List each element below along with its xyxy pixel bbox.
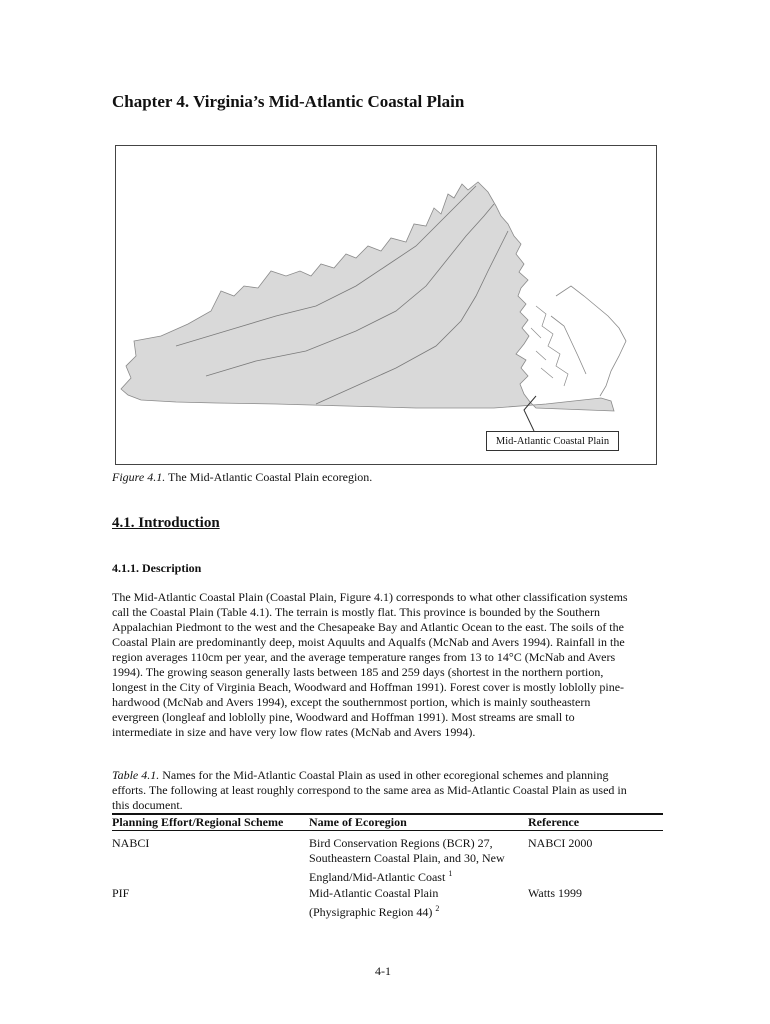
subsection-heading: 4.1.1. Description [112, 561, 202, 575]
figure-caption [112, 470, 372, 485]
delmarva-peninsula-shape [551, 286, 626, 396]
paragraph-line: longest in the City of Virginia Beach, Woodward and Hoffman 1991). Forest cover is mostly loblolly pine- [112, 680, 625, 694]
table-cell-reference: Watts 1999 [528, 886, 583, 900]
table-header-name: Name of Ecoregion [309, 815, 407, 829]
map-label: Mid-Atlantic Coastal Plain [486, 431, 619, 451]
table-cell-name-text: (Physigraphic Region 44) [309, 905, 433, 919]
paragraph-line: region averages 110cm per year, and the average temperature ranges from 13 to 14°C (McNab and Avers [112, 650, 616, 664]
table-cell-effort: NABCI [112, 836, 150, 850]
chesapeake-shoreline [531, 306, 568, 386]
table-caption-label: Table 4.1. [112, 768, 160, 782]
table-cell-effort: PIF [112, 886, 130, 900]
section-heading: 4.1. Introduction [112, 515, 220, 531]
figure-caption-label: Figure 4.1. [112, 470, 166, 484]
footnote-marker: 1 [448, 869, 453, 878]
paragraph-line: Coastal Plain are predominantly deep, moist Aquults and Aqualfs (McNab and Avers 1994). Rainfall in the [112, 635, 625, 649]
paragraph-line: Appalachian Piedmont to the west and the Chesapeake Bay and Atlantic Ocean to the east. The soils of the [112, 620, 624, 634]
figure-4-1-map [115, 145, 657, 465]
table-cell-name [309, 901, 439, 920]
paragraph-line: call the Coastal Plain (Table 4.1). The terrain is mostly flat. This province is bounded by the Southern [112, 605, 600, 619]
virginia-map [116, 146, 656, 464]
table-caption-line [112, 768, 608, 783]
table-cell-name: Mid-Atlantic Coastal Plain [309, 886, 439, 900]
table-cell-reference: NABCI 2000 [528, 836, 593, 850]
table-caption-line: this document. [112, 798, 183, 812]
table-caption-line: efforts. The following at least roughly correspond to the same area as Mid-Atlantic Coastal Plain as used in [112, 783, 627, 797]
table-cell-name: Bird Conservation Regions (BCR) 27, [309, 836, 493, 850]
table-cell-name [309, 866, 452, 885]
table-header-reference: Reference [528, 815, 580, 829]
paragraph-line: evergreen (longleaf and loblolly pine, Woodward and Hoffman 1991). Most streams are small to [112, 710, 575, 724]
paragraph-line: The Mid-Atlantic Coastal Plain (Coastal Plain, Figure 4.1) corresponds to what other classification systems [112, 590, 628, 604]
table-header-effort: Planning Effort/Regional Scheme [112, 815, 284, 829]
paragraph-line: hardwood (McNab and Avers 1994), except the southernmost portion, which is mainly southeastern [112, 695, 591, 709]
page-number: 4-1 [375, 964, 391, 978]
table-cell-name-text: England/Mid-Atlantic Coast [309, 870, 446, 884]
table-header-rule [112, 830, 663, 831]
chapter-title: Chapter 4. Virginia’s Mid-Atlantic Coastal Plain [112, 92, 465, 111]
paragraph-line: 1994). The growing season generally lasts between 185 and 259 days (shortest in the northern portion, [112, 665, 604, 679]
table-cell-name: Southeastern Coastal Plain, and 30, New [309, 851, 505, 865]
figure-caption-text: The Mid-Atlantic Coastal Plain ecoregion. [165, 470, 373, 484]
table-caption-text: Names for the Mid-Atlantic Coastal Plain as used in other ecoregional schemes and planning [159, 768, 609, 782]
footnote-marker: 2 [435, 904, 440, 913]
virginia-state-shape [121, 182, 614, 411]
paragraph-line: intermediate in size and have very low flow rates (McNab and Avers 1994). [112, 725, 476, 739]
